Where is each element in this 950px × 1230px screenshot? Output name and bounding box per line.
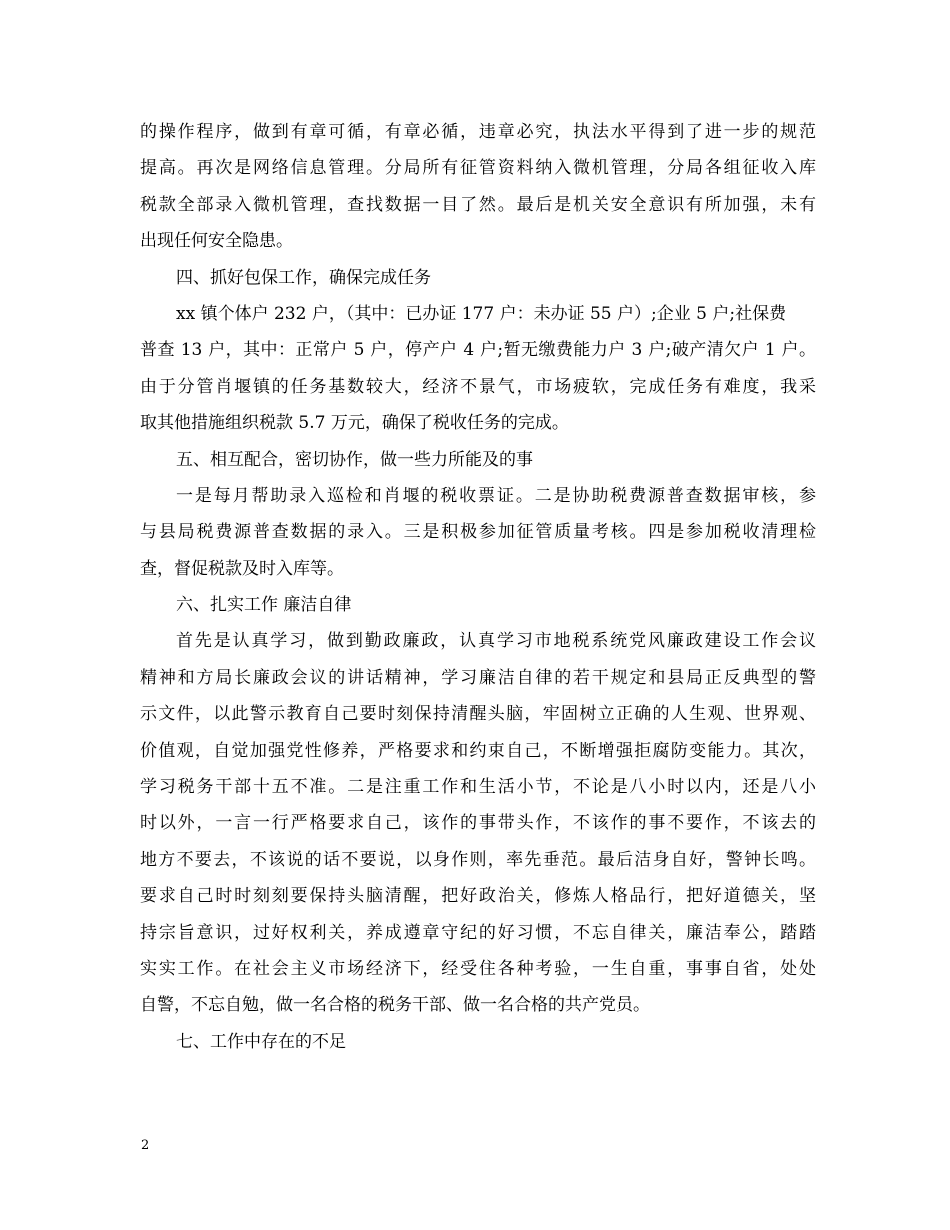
section-heading: 六、扎实工作 廉洁自律 (176, 595, 352, 616)
paragraph-line: 的操作程序，做到有章可循，有章必循，违章必究，执法水平得到了进一步的规范 (140, 122, 816, 142)
paragraph-line: 由于分管肖堰镇的任务基数较大，经济不景气，市场疲软，完成任务有难度，我采 (140, 376, 816, 397)
paragraph-line: 时以外，一言一行严格要求自己，该作的事带头作，不该作的事不要作，不该去的 (140, 813, 816, 834)
paragraph-line: 税款全部录入微机管理，查找数据一目了然。最后是机关安全意识有所加强，未有 (140, 194, 816, 215)
paragraph-line: 实实工作。在社会主义市场经济下，经受住各种考验，一生自重，事事自省，处处 (140, 958, 816, 979)
paragraph-line: 地方不要去，不该说的话不要说，以身作则，率先垂范。最后洁身自好，警钟长鸣。 (140, 849, 816, 870)
section-heading: 四、抓好包保工作，确保完成任务 (176, 267, 431, 288)
paragraph-line: 与县局税费源普查数据的录入。三是积极参加征管质量考核。四是参加税收清理检 (140, 522, 816, 543)
paragraph-line: 提高。再次是网络信息管理。分局所有征管资料纳入微机管理，分局各组征收入库 (140, 158, 816, 179)
page-number: 2 (141, 1138, 150, 1153)
paragraph-line: 价值观，自觉加强党性修养，严格要求和约束自己，不断增强拒腐防变能力。其次， (140, 740, 816, 761)
paragraph-line: 首先是认真学习，做到勤政廉政，认真学习市地税系统党风廉政建设工作会议 (176, 631, 816, 652)
paragraph-line: 示文件，以此警示教育自己要时刻保持清醒头脑，牢固树立正确的人生观、世界观、 (140, 704, 816, 725)
document-body (140, 114, 816, 1060)
paragraph-line: 普查 13 户，其中：正常户 5 户，停产户 4 户;暂无缴费能力户 3 户;破产清欠户 1 户。 (140, 340, 816, 361)
paragraph-line: 取其他措施组织税款 5.7 万元，确保了税收任务的完成。 (140, 413, 569, 434)
paragraph-line: 出现任何安全隐患。 (140, 231, 293, 252)
section-heading: 五、相互配合，密切协作，做一些力所能及的事 (176, 449, 533, 470)
paragraph-line: 要求自己时时刻刻要保持头脑清醒，把好政治关，修炼人格品行，把好道德关，坚 (140, 886, 816, 907)
paragraph-line: 一是每月帮助录入巡检和肖堰的税收票证。二是协助税费源普查数据审核，参 (176, 485, 816, 506)
paragraph-line: 持宗旨意识，过好权利关，养成遵章守纪的好习惯，不忘自律关，廉洁奉公，踏踏 (140, 922, 816, 943)
paragraph-line: 精神和方局长廉政会议的讲话精神，学习廉洁自律的若干规定和县局正反典型的警 (140, 667, 816, 688)
paragraph-line: 自警，不忘自勉，做一名合格的税务干部、做一名合格的共产党员。 (140, 995, 650, 1016)
paragraph-line: 查，督促税款及时入库等。 (140, 558, 344, 579)
paragraph-line: xx 镇个体户 232 户，（其中：已办证 177 户：未办证 55 户）;企业 5 户;社保费 (176, 303, 787, 324)
paragraph-line: 学习税务干部十五不准。二是注重工作和生活小节，不论是八小时以内，还是八小 (140, 777, 816, 798)
section-heading: 七、工作中存在的不足 (176, 1031, 346, 1052)
